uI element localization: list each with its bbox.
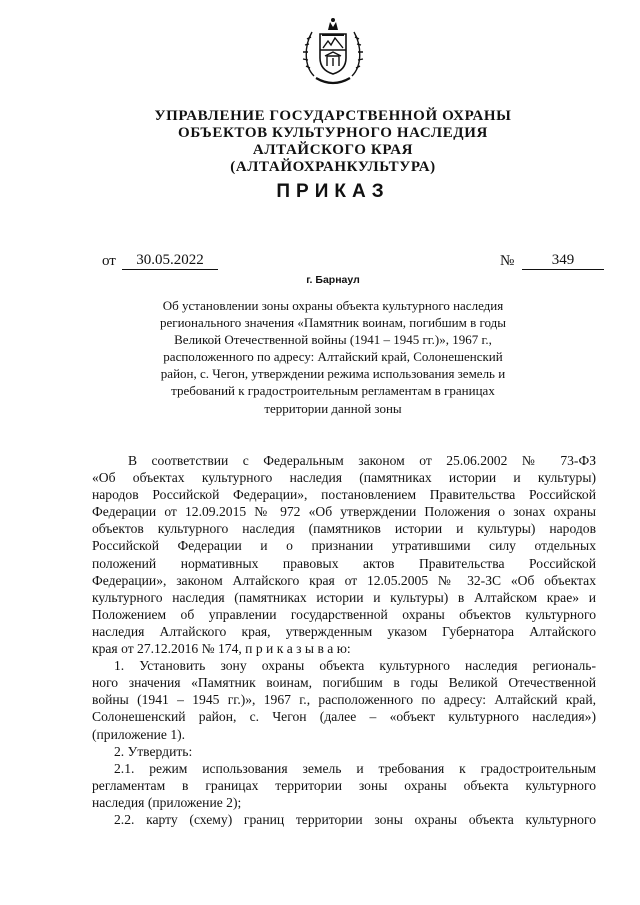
subject-line: требований к градостроительным регламентам в границах [171,383,495,399]
body-line: Российской Федерации и о признании утратившими силу отдельных [92,538,596,554]
authority-name-line-2: ОБЪЕКТОВ КУЛЬТУРНОГО НАСЛЕДИЯ [178,125,488,141]
subject-line: Об установлении зоны охраны объекта культурного наследия [162,298,504,313]
body-line: В соответствии с Федеральным законом от 25.06.2002 № 73-ФЗ [128,453,596,468]
body-line: 2.1. режим использования земель и требования к градостроительным [114,760,596,776]
authority-name-line-3: АЛТАЙСКОГО КРАЯ [252,142,414,158]
body-line: «Об объектах культурного наследия (памятниках истории и культуры) [92,470,596,486]
body-line: народов Российской Федерации», постановлением Правительства Российской [92,487,596,503]
subject-line: расположенного по адресу: Алтайский край, Солонешенский [163,349,503,365]
body-line: Солонешенский район, с. Чегон (далее – «объект культурного наследия») [92,709,596,725]
body-line: края от 27.12.2016 № 174, п р и к а з ы в а ю: [92,641,351,657]
body-line: объектов культурного наследия (памятников истории и культуры) народов [92,521,596,537]
body-line: культурного наследия (памятниках истории и культуры) в Алтайском крае» и [92,589,596,605]
date-label: от [102,253,116,269]
order-number: 349 [522,252,604,270]
body-line: ного значения «Памятник воинам, погибшим в годы Великой Отечественной [92,675,596,691]
coat-of-arms-emblem-icon [300,14,366,94]
subject-line: район, с. Чегон, утверждении режима использования земель и [160,366,506,382]
body-line: 2.2. карту (схему) границ территории зоны охраны объекта культурного [114,811,596,827]
order-body-text [92,452,596,828]
body-line: (приложение 1). [92,726,186,742]
document-title: ПРИКАЗ [276,181,390,202]
number-label: № [500,253,515,269]
body-line: Федерации от 12.09.2015 № 972 «Об утверждении Положения о зонах охраны [92,504,596,520]
body-line: войны (1941 – 1945 гг.)», 1967 г., расположенного по адресу: Алтайский край, [92,692,596,708]
order-subject [112,299,554,419]
subject-line: регионального значения «Памятник воинам, погибшим в годы [160,315,506,331]
body-line: наследия (приложение 2); [92,794,242,810]
body-line: 1. Установить зону охраны объекта культурного наследия региональ- [114,658,596,674]
city-name: г. Барнаул [306,274,360,286]
subject-line: территории данной зоны [264,400,402,416]
subject-line: Великой Отечественной войны (1941 – 1945 гг.)», 1967 г., [174,332,492,348]
body-line: Федерации», законом Алтайского края от 12.05.2005 № 32-ЗС «Об объектах [92,572,596,588]
body-line: 2. Утвердить: [114,743,193,759]
body-line: наследия Алтайского края, утвержденным указом Губернатора Алтайского [92,623,596,639]
authority-name-line-1: УПРАВЛЕНИЕ ГОСУДАРСТВЕННОЙ ОХРАНЫ [154,108,512,124]
body-line: регламентам в границах территории зоны охраны объекта культурного [92,777,596,793]
body-line: Положением об управлении государственной охраны объектов культурного [92,606,596,622]
body-line: положений нормативных правовых актов Правительства Российской [92,555,596,571]
authority-short-name: (АЛТАЙОХРАНКУЛЬТУРА) [230,159,436,175]
order-date: 30.05.2022 [122,252,218,270]
